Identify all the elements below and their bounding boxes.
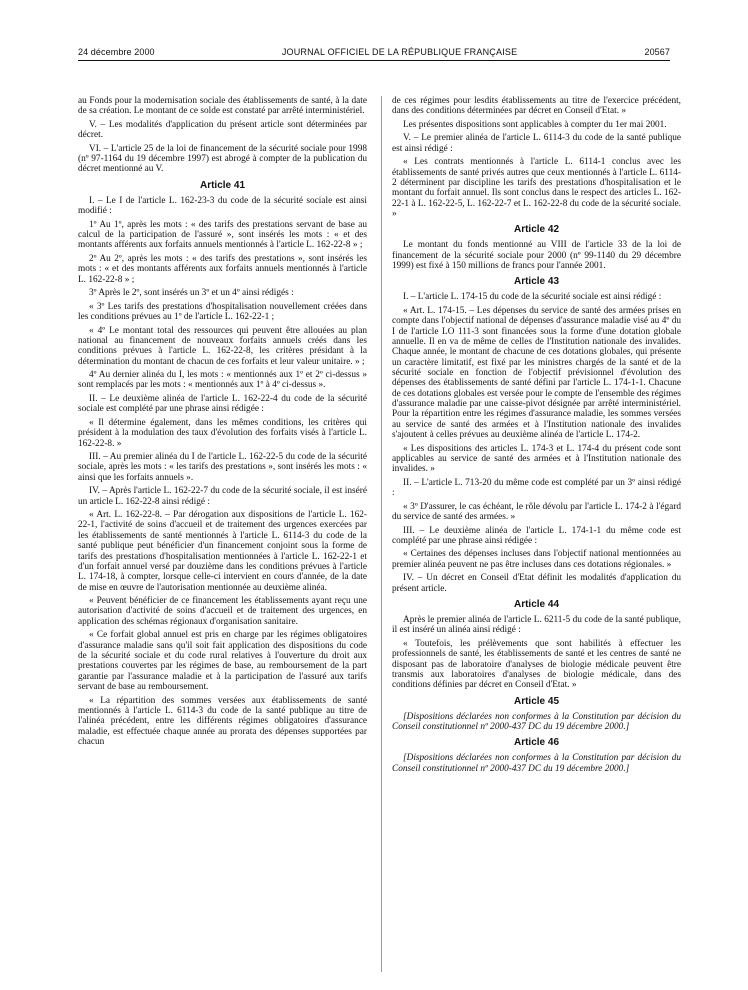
- paragraph: « Les contrats mentionnés à l'article L. 6114-1 conclus avec les établissements de santé privés autres que ceux mentionnés à l'article L. 6114-2 déterminent par discipline les tarifs des prestations d'hospitalisation et le montant du forfait annuel. Ils sont conclus dans le respect des articles L. 162-22-1 à L. 162-22-5, L. 162-22-7 et L. 162-22-8 du code de la sécurité sociale. »: [392, 157, 681, 219]
- paragraph: « Ce forfait global annuel est pris en charge par les régimes obligatoires d'assurance maladie sans qu'il soit fait application des dispositions du code de la sécurité sociale et du code rural relatives à l'ouverture du droit aux prestations couvertes par les régimes de base, au remboursement de la part garantie par l'assurance maladie et à la participation de l'assuré aux tarifs servant de base au remboursement.: [78, 630, 367, 692]
- journal-title: JOURNAL OFFICIEL DE LA RÉPUBLIQUE FRANÇAISE: [281, 47, 518, 57]
- paragraph: « Peuvent bénéficier de ce financement les établissements ayant reçu une autorisation d'activité de soins d'accueil et de traitement des urgences, en application des schémas régionaux d'organisation sanitaire.: [78, 596, 367, 627]
- article-heading: Article 44: [513, 598, 560, 610]
- paragraph: « Art. L. 162-22-8. – Par dérogation aux dispositions de l'article L. 162-22-1, l'activité de soins d'accueil et de traitement des urgences exercées par les établissements de santé mentionnés à l'article L. 6114-3 du code de la santé publique peut bénéficier d'un financement conjoint sous la forme de tarifs des prestations d'hospitalisation mentionnées à l'article L. 162-22-1 et d'un forfait annuel versé par douzième dans les conditions prévues à l'article L. 174-18, à compter, lorsque celle-ci intervient en cours d'année, de la date de mise en œuvre de l'autorisation mentionnée au deuxième alinéa.: [78, 510, 367, 593]
- paragraph: « 4º Le montant total des ressources qui peuvent être allouées au plan national au financement de nouveaux forfaits annuels créés dans les conditions prévues à l'article L. 162-22-8, les critères présidant à la détermination du montant de chacun de ces forfaits et leur valeur unitaire. » ;: [78, 325, 367, 367]
- paragraph: 3º Après le 2º, sont insérés un 3º et un 4º ainsi rédigés :: [89, 288, 294, 299]
- header-rule: [78, 60, 670, 61]
- paragraph: de ces régimes pour lesdits établissements au titre de l'exercice précédent, dans des conditions déterminées par décret en Conseil d'Etat. »: [392, 96, 681, 117]
- article-heading: Article 41: [199, 179, 246, 191]
- paragraph: au Fonds pour la modernisation sociale des établissements de santé, à la date de sa création. Le montant de ce solde est constaté par arrêté interministériel.: [78, 96, 367, 117]
- paragraph: V. – Le premier alinéa de l'article L. 6114-3 du code de la santé publique est ainsi rédigé :: [392, 133, 681, 154]
- right-column: [392, 96, 681, 976]
- paragraph: [Dispositions déclarées non conformes à la Constitution par décision du Conseil constitutionnel nº 2000-437 DC du 19 décembre 2000.]: [392, 753, 681, 774]
- paragraph: [Dispositions déclarées non conformes à la Constitution par décision du Conseil constitutionnel nº 2000-437 DC du 19 décembre 2000.]: [392, 711, 681, 732]
- article-heading: Article 43: [513, 276, 560, 288]
- column-divider: [381, 96, 382, 972]
- paragraph: V. – Les modalités d'application du présent article sont déterminées par décret.: [78, 119, 367, 141]
- article-heading: Article 46: [513, 737, 560, 749]
- paragraph: III. – Au premier alinéa du I de l'article L. 162-22-5 du code de la sécurité sociale, après les mots : « les tarifs des prestations », sont insérés les mots : « ainsi que les forfaits annuels ».: [78, 452, 367, 483]
- paragraph: Après le premier alinéa de l'article L. 6211-5 du code de la santé publique, il est inséré un alinéa ainsi rédigé :: [392, 614, 681, 636]
- paragraph: IV. – Un décret en Conseil d'Etat définit les modalités d'application du présent article.: [392, 573, 681, 594]
- paragraph: « Art. L. 174-15. – Les dépenses du service de santé des armées prises en compte dans l'objectif national de dépenses d'assurance maladie visé au 4º du I de l'article LO 111-3 sont financées sous la forme d'une dotation globale annuelle. Il en va de même de celles de l'Institution nationale des invalides. Chaque année, le montant de chacune de ces dotations globales, qui présente un caractère limitatif, est fixé par les ministres chargés de la santé et de la sécurité sociale en fonction de l'objectif prévisionnel d'évolution des dépenses des établissements de santé défini par l'article L. 174-1-1. Chacune de ces dotations globales est versée pour le compte de l'ensemble des régimes d'assurance maladie par une caisse-pivot désignée par arrêté interministériel. Pour la répartition entre les régimes d'assurance maladie, les sommes versées au service de santé des armées et à l'Institution nationale des invalides s'ajoutent à celles prévues au deuxième alinéa de l'article L. 174-2.: [392, 305, 681, 441]
- left-column: [78, 96, 367, 976]
- paragraph: 1º Au 1º, après les mots : « des tarifs des prestations servant de base au calcul de la participation de l'assuré », sont insérés les mots : « et des montants afférents aux forfaits annuels mentionnés à l'article L. 162-22-8 » ;: [78, 219, 367, 251]
- paragraph: 4º Au dernier alinéa du I, les mots : « mentionnés aux 1º et 2º ci-dessus » sont remplacés par les mots : « mentionnés aux 1º à 4º ci-dessus ».: [78, 370, 367, 391]
- paragraph: IV. – Après l'article L. 162-22-7 du code de la sécurité sociale, il est inséré un article L. 162-22-8 ainsi rédigé :: [78, 486, 367, 507]
- paragraph: I. – Le I de l'article L. 162-23-3 du code de la sécurité sociale est ainsi modifié :: [78, 195, 367, 217]
- paragraph: « Il détermine également, dans les mêmes conditions, les critères qui président à la modulation des taux d'évolution des forfaits visés à l'article L. 162-22-8. »: [78, 417, 367, 449]
- paragraph: « Les dispositions des articles L. 174-3 et L. 174-4 du présent code sont applicables au service de santé des armées et à l'Institution nationale des invalides. »: [392, 443, 681, 475]
- header-date: 24 décembre 2000: [78, 47, 155, 57]
- paragraph: VI. – L'article 25 de la loi de financement de la sécurité sociale pour 1998 (nº 97-1164 du 19 décembre 1997) est abrogé à compter de la publication du décret mentionné au V.: [78, 143, 367, 175]
- paragraph: II. – L'article L. 713-20 du même code est complété par un 3º ainsi rédigé :: [392, 477, 681, 499]
- paragraph: « 3º Les tarifs des prestations d'hospitalisation nouvellement créées dans les conditions prévues au 1º de l'article L. 162-22-1 ;: [78, 301, 367, 322]
- paragraph: Les présentes dispositions sont applicables à compter du 1er mai 2001.: [403, 119, 667, 130]
- paragraph: 2º Au 2º, après les mots : « des tarifs des prestations », sont insérés les mots : « et des montants afférents aux forfaits annuels mentionnés à l'article L. 162-22-8 » ;: [78, 253, 367, 285]
- paragraph: « Toutefois, les prélèvements que sont habilités à effectuer les professionnels de santé, les établissements de santé et les centres de santé ne disposant pas de laboratoire d'analyses de biologie médicale peuvent être transmis aux laboratoires d'analyses de biologie médicale, dans des conditions définies par décret en Conseil d'Etat. »: [392, 638, 681, 691]
- paragraph: III. – Le deuxième alinéa de l'article L. 174-1-1 du même code est complété par une phrase ainsi rédigée :: [392, 525, 681, 546]
- paragraph: II. – Le deuxième alinéa de l'article L. 162-22-4 du code de la sécurité sociale est complété par une phrase ainsi rédigée :: [78, 393, 367, 415]
- page-header: [78, 47, 670, 57]
- paragraph: I. – L'article L. 174-15 du code de la sécurité sociale est ainsi rédigé :: [403, 292, 662, 303]
- paragraph: Le montant du fonds mentionné au VIII de l'article 33 de la loi de financement de la sécurité sociale pour 2000 (nº 99-1140 du 29 décembre 1999) est fixé à 150 millions de francs pour l'année 2001.: [392, 240, 681, 272]
- article-heading: Article 45: [513, 695, 560, 707]
- paragraph: « La répartition des sommes versées aux établissements de santé mentionnés à l'article L. 6114-3 du code de la santé publique au titre de l'alinéa précédent, entre les différents régimes obligatoires d'assurance maladie, est effectuée chaque année au prorata des dépenses supportées par chacun: [78, 695, 367, 747]
- page-number: 20567: [644, 47, 670, 57]
- paragraph: « Certaines des dépenses incluses dans l'objectif national mentionnées au premier alinéa peuvent ne pas être incluses dans ces dotations régionales. »: [392, 549, 681, 570]
- paragraph: « 3º D'assurer, le cas échéant, le rôle dévolu par l'article L. 174-2 à l'égard du service de santé des armées. »: [392, 501, 681, 522]
- article-heading: Article 42: [513, 224, 560, 236]
